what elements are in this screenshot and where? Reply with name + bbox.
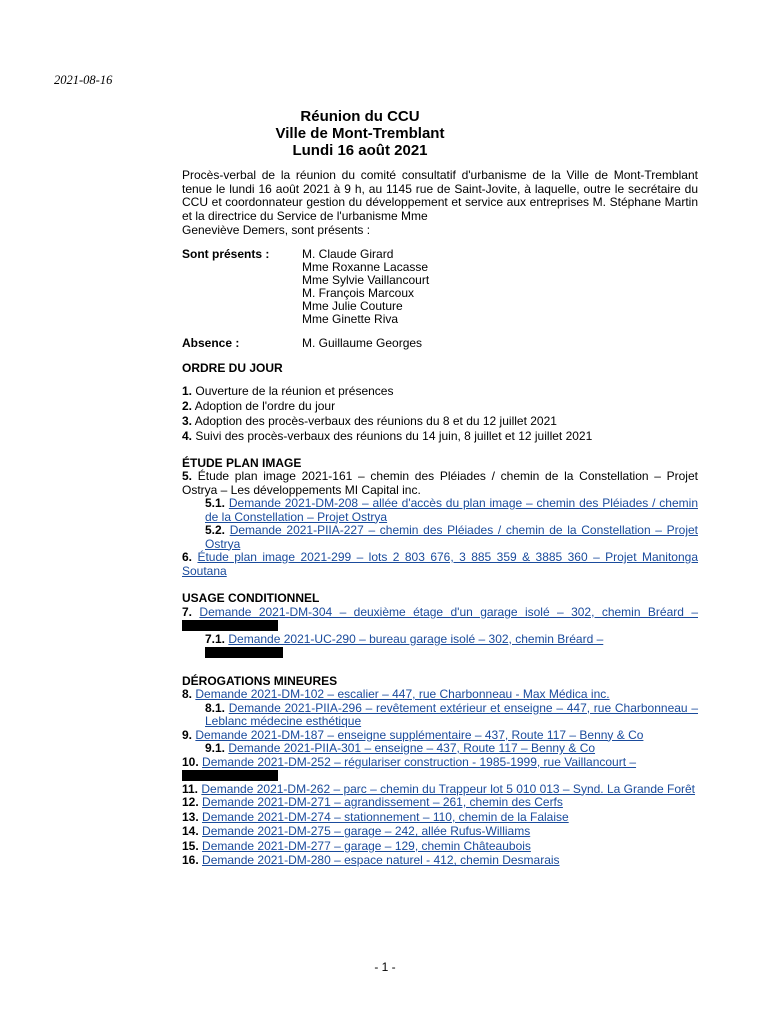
agenda-item — [182, 400, 698, 415]
item-number: 7.1. — [205, 631, 226, 646]
item-number: 9. — [182, 727, 193, 742]
absent-member: M. Guillaume Georges — [302, 335, 423, 350]
item-number: 8. — [182, 687, 193, 701]
section-heading-derogations: DÉROGATIONS MINEURES — [182, 673, 338, 688]
item-number: 11. — [182, 781, 199, 796]
item-5-1 — [182, 497, 698, 524]
attendee: M. Claude Girard — [302, 246, 394, 261]
item-8-1 — [182, 702, 698, 729]
agenda-item — [182, 385, 698, 400]
item-link[interactable]: Demande 2021-DM-187 – enseigne supplémentaire – 437, Route 117 – Benny & Co — [195, 727, 644, 742]
attendee: Mme Roxanne Lacasse — [302, 259, 429, 274]
document-body — [182, 169, 698, 869]
item-12 — [182, 796, 698, 811]
item-number: 13. — [182, 809, 199, 824]
attendees-label: Sont présents : — [182, 246, 270, 261]
item-number: 14. — [182, 824, 199, 839]
item-link[interactable]: Étude plan image 2021-299 – lots 2 803 676, 3 885 359 & 3885 360 – Projet Manitonga Soutana — [182, 550, 698, 578]
item-number: 12. — [182, 795, 199, 809]
item-6 — [182, 551, 698, 578]
item-number: 6. — [182, 550, 193, 564]
item-link[interactable]: Demande 2021-DM-208 – allée d'accès du plan image – chemin des Pléiades / chemin de la Constellation – Projet Ostrya — [205, 496, 698, 524]
item-number: 16. — [182, 853, 199, 868]
title-line: Ville de Mont-Tremblant — [275, 125, 445, 142]
item-14 — [182, 825, 698, 840]
section-heading-etude: ÉTUDE PLAN IMAGE — [182, 455, 302, 470]
item-link[interactable]: Demande 2021-PIIA-301 – enseigne – 437, Route 117 – Benny & Co — [228, 741, 596, 755]
item-link[interactable]: Demande 2021-DM-280 – espace naturel - 412, chemin Desmarais — [202, 853, 560, 868]
item-link[interactable]: Demande 2021-DM-262 – parc – chemin du Trappeur lot 5 010 013 – Synd. La Grande Forêt — [201, 781, 696, 796]
agenda-text: Ouverture de la réunion et présences — [195, 383, 394, 398]
item-7-1 — [182, 633, 698, 660]
agenda-number: 3. — [182, 413, 193, 428]
attendee: M. François Marcoux — [302, 285, 415, 300]
attendee: Mme Julie Couture — [302, 298, 403, 313]
item-link[interactable]: Demande 2021-PIIA-296 – revêtement extérieur et enseigne – 447, rue Charbonneau – Leblanc médecine esthétique — [205, 700, 698, 728]
agenda-item — [182, 430, 698, 445]
redaction-bar — [182, 620, 278, 631]
item-5-2 — [182, 524, 698, 551]
intro-paragraph: Procès-verbal de la réunion du comité consultatif d'urbanisme de la Ville de Mont-Tremblant tenue le lundi 16 août 2021 à 9 h, au 1145 rue de Saint-Jovite, à laquelle, outre le secrétaire du CCU et coordonnateur gestion du développement et service aux entreprises M. Stéphane Martin et la directrice du Service de l'urbanisme Mme — [182, 168, 698, 223]
page-number: - 1 - — [374, 960, 396, 974]
item-15 — [182, 840, 698, 855]
attendees-section — [182, 248, 698, 326]
item-link[interactable]: Demande 2021-DM-252 – régulariser construction - 1985-1999, rue Vaillancourt – — [202, 754, 637, 769]
redaction-bar — [205, 647, 283, 658]
intro-paragraph-end: Geneviève Demers, sont présents : — [182, 223, 371, 237]
item-link[interactable]: Demande 2021-UC-290 – bureau garage isolé – 302, chemin Bréard – — [228, 631, 604, 646]
item-link[interactable]: Demande 2021-DM-275 – garage – 242, allée Rufus-Williams — [202, 824, 531, 839]
item-9-1 — [182, 742, 698, 756]
document-date: 2021-08-16 — [54, 73, 113, 87]
document-title — [160, 108, 560, 159]
absence-section — [182, 337, 698, 351]
title-line: Réunion du CCU — [300, 108, 420, 125]
agenda-item — [182, 415, 698, 430]
item-link[interactable]: Demande 2021-DM-102 – escalier – 447, rue Charbonneau - Max Médica inc. — [195, 687, 610, 701]
item-link[interactable]: Demande 2021-DM-274 – stationnement – 110, chemin de la Falaise — [202, 809, 569, 824]
item-number: 8.1. — [205, 700, 226, 715]
item-number: 15. — [182, 838, 199, 853]
item-8 — [182, 688, 698, 702]
item-text: Étude plan image 2021-161 – chemin des Pléiades / chemin de la Constellation – Projet Ostrya – Les développements MI Capital inc. — [182, 469, 698, 497]
item-5 — [182, 470, 698, 497]
item-number: 9.1. — [205, 741, 226, 755]
agenda-text: Adoption des procès-verbaux des réunions du 8 et du 12 juillet 2021 — [194, 413, 557, 428]
item-10 — [182, 756, 698, 783]
item-11 — [182, 783, 698, 797]
title-line: Lundi 16 août 2021 — [292, 142, 428, 159]
item-link[interactable]: Demande 2021-DM-271 – agrandissement – 261, chemin des Cerfs — [202, 795, 563, 809]
item-number: 5.2. — [205, 523, 226, 537]
agenda-list — [182, 385, 698, 445]
item-13 — [182, 811, 698, 826]
agenda-number: 4. — [182, 428, 193, 443]
attendees-list — [302, 248, 429, 326]
item-link[interactable]: Demande 2021-DM-277 – garage – 129, chemin Châteaubois — [202, 838, 531, 853]
item-number: 7. — [182, 604, 193, 619]
item-7 — [182, 606, 698, 633]
item-link[interactable]: Demande 2021-DM-304 – deuxième étage d'un garage isolé – 302, chemin Bréard – — [199, 604, 698, 619]
item-16 — [182, 854, 698, 869]
agenda-heading: ORDRE DU JOUR — [182, 361, 283, 375]
agenda-number: 1. — [182, 383, 193, 398]
item-number: 10. — [182, 754, 199, 769]
attendee: Mme Sylvie Vaillancourt — [302, 272, 430, 287]
absence-label: Absence : — [182, 335, 240, 350]
item-number: 5. — [182, 469, 193, 483]
agenda-text: Adoption de l'ordre du jour — [194, 398, 336, 413]
item-number: 5.1. — [205, 496, 226, 510]
agenda-text: Suivi des procès-verbaux des réunions du 14 juin, 8 juillet et 12 juillet 2021 — [195, 428, 593, 443]
item-link[interactable]: Demande 2021-PIIA-227 – chemin des Pléiades / chemin de la Constellation – Projet Ostrya — [205, 523, 698, 551]
section-heading-usage: USAGE CONDITIONNEL — [182, 591, 320, 605]
attendee: Mme Ginette Riva — [302, 311, 399, 326]
agenda-number: 2. — [182, 398, 193, 413]
item-9 — [182, 729, 698, 743]
redaction-bar — [182, 770, 278, 781]
